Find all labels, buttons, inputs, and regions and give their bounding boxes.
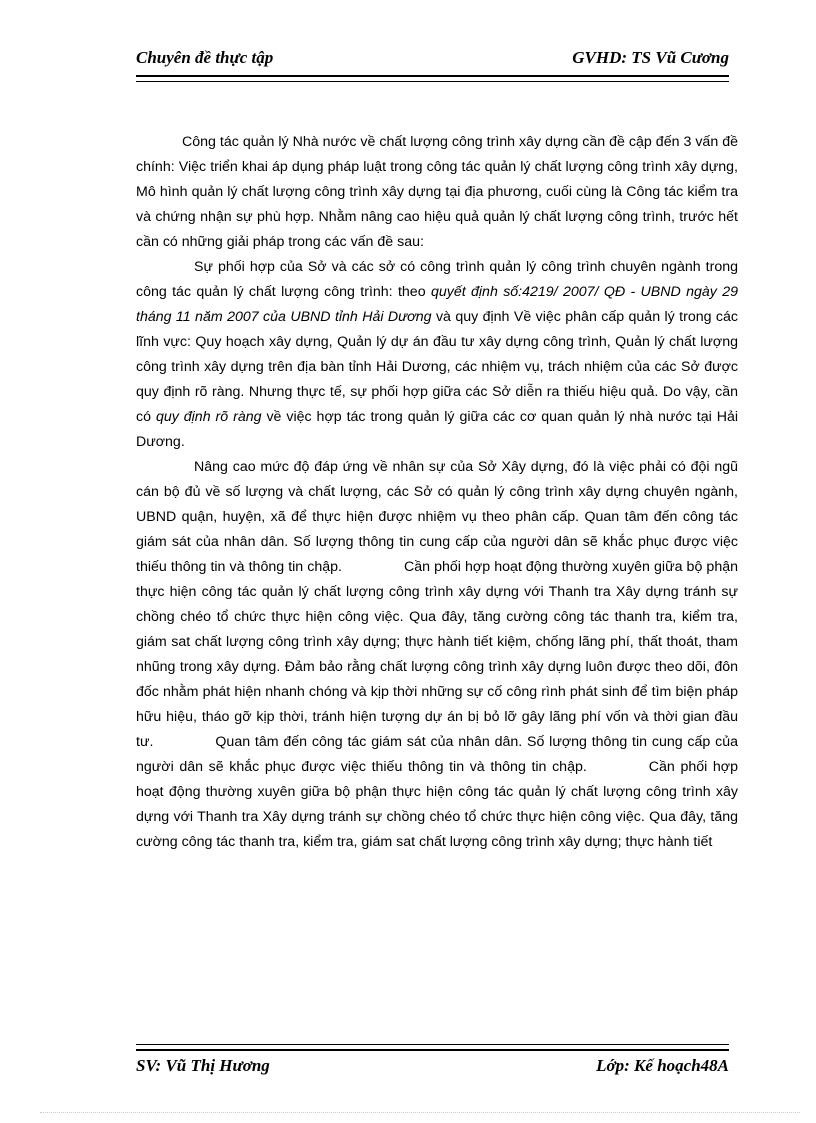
paragraph-3-text-c: Quan tâm đến công tác giám sát của nhân dân. Số lượng thông tin cung cấp của người dân sẽ khắc phục được việc thiếu thông tin và thông tin chập. — [136, 734, 738, 775]
paragraph-3-text-d: Cần phối hợp hoạt động thường xuyên giữa bộ phận thực hiện công tác quản lý chất lượng công trình xây dựng với Thanh tra Xây dựng tránh sự chồng chéo tổ chức thực hiện công việc. Qua đây, tăng cường công tác thanh tra, kiểm tra, giám sat chất lượng công trình xây dựng; thực hành tiết — [136, 759, 738, 850]
decision-reference: quyết định số:4219/ 2007/ QĐ - UBND ngày 29 tháng 11 năm 2007 của UBND tỉnh Hải Dương — [136, 284, 739, 325]
footer-student: SV: Vũ Thị Hương — [136, 1056, 270, 1075]
paragraph-3 — [136, 455, 738, 855]
page-edge — [40, 1112, 800, 1113]
document-body — [136, 130, 738, 855]
paragraph-3-text-a: Nâng cao mức độ đáp ứng về nhân sự của Sở Xây dựng, đó là việc phải có đội ngũ cán bộ đủ về số lượng và chất lượng, các Sở có quản lý công trình xây dựng chuyên ngành, UBND quận, huyện, xã để thực hiện được nhiệm vụ theo phân cấp. Quan tâm đến công tác giám sát của nhân dân. Số lượng thông tin cung cấp của người dân sẽ khắc phục được việc thiếu thông tin và thông tin chập. — [136, 459, 738, 575]
footer-class: Lớp: Kế hoạch48A — [596, 1056, 729, 1075]
paragraph-2 — [136, 255, 738, 455]
clear-regulation-emphasis: quy định rõ ràng — [155, 409, 262, 425]
footer-rule — [136, 1044, 729, 1051]
paragraph-3-text-b: Cần phối hợp hoạt động thường xuyên giữa bộ phận thực hiện công tác quản lý chất lượng công trình xây dựng với Thanh tra Xây dựng tránh sự chồng chéo tổ chức thực hiện công việc. Qua đây, tăng cường công tác thanh tra, kiểm tra, giám sat chất lượng công trình xây dựng; thực hành tiết kiệm, chống lãng phí, thất thoát, tham nhũng trong xây dựng. Đảm bảo rằng chất lượng công trình xây dựng luôn được theo dõi, đôn đốc nhằm phát hiện nhanh chóng và kịp thời những sự cố công rình phát sinh để tìm biện pháp hữu hiệu, tháo gỡ kịp thời, tránh hiện tượng dự án bị bỏ lỡ gây lãng phí vốn và thời gian đầu tư. — [136, 559, 738, 750]
paragraph-2-text-c: về việc hợp tác trong quản lý giữa các cơ quan quản lý nhà nước tại Hải Dương. — [136, 409, 738, 450]
page-header — [136, 48, 729, 74]
paragraph-2-text-b: và quy định Về việc phân cấp quản lý trong các lĩnh vực: Quy hoạch xây dựng, Quản lý dự án đầu tư xây dựng công trình, Quản lý chất lượng công trình xây dựng trên địa bàn tỉnh Hải Dương, các nhiệm vụ, trách nhiệm của các Sở được quy định rõ ràng. Nhưng thực tế, sự phối hợp giữa các Sở diễn ra thiếu hiệu quả. Do vậy, cần có — [136, 309, 738, 425]
page-footer — [136, 1056, 729, 1082]
header-topic: Chuyên đề thực tập — [136, 48, 274, 67]
paragraph-1: Công tác quản lý Nhà nước về chất lượng công trình xây dựng cần đề cập đến 3 vấn đề chính: Việc triển khai áp dụng pháp luật trong công tác quản lý chất lượng công trình xây dựng, Mô hình quản lý chất lượng công trình xây dựng tại địa phương, cuối cùng là Công tác kiểm tra và chứng nhận sự phù hợp. Nhằm nâng cao hiệu quả quản lý chất lượng công trình, trước hết cần có những giải pháp trong các vấn đề sau: — [136, 134, 738, 250]
header-rule — [136, 75, 729, 82]
paragraph-2-text-a: Sự phối hợp của Sở và các sở có công trình quản lý công trình chuyên ngành trong công tác quản lý chất lượng công trình: theo — [136, 259, 738, 300]
header-supervisor: GVHD: TS Vũ Cương — [572, 48, 729, 67]
